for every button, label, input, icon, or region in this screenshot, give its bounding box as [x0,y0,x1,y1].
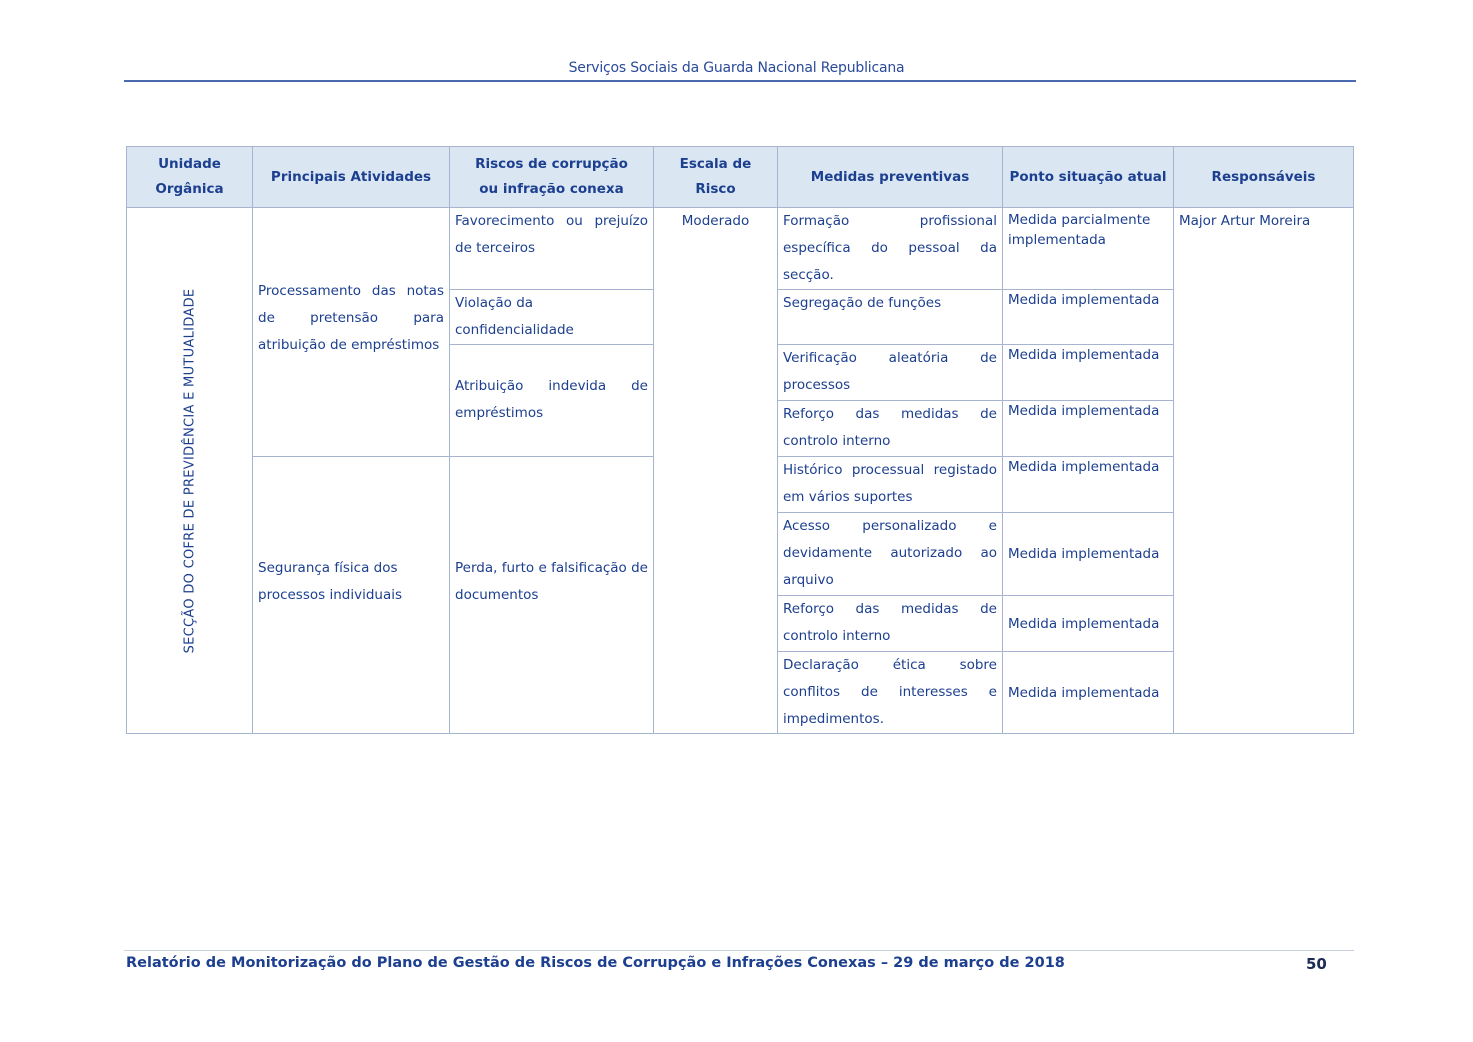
measure-text: Histórico processual registado em vários suportes [783,462,997,505]
status-text: Medida implementada [1008,347,1160,363]
col-header-risks: Riscos de corrupção ou infração conexa [450,147,654,208]
status-cell-3 [1003,345,1174,401]
table-row [127,208,1354,290]
header-rule [124,80,1356,82]
risk-text: Favorecimento ou prejuízo de terceiros [455,213,648,256]
risk-cell-1 [450,208,654,290]
col-header-unit: Unidade Orgânica [127,147,253,208]
risk-cell-3 [450,345,654,457]
measure-cell-6 [778,513,1003,596]
col-header-responsible: Responsáveis [1174,147,1354,208]
measure-cell-5 [778,457,1003,513]
activity-text: Processamento das notas de pretensão para atribuição de empréstimos [258,283,444,353]
table-header-row [127,147,1354,208]
scale-cell [654,208,778,734]
scale-value: Moderado [681,213,750,229]
measure-text: Segregação de funções [783,295,942,311]
page-number: 50 [1306,955,1327,973]
measure-cell-1 [778,208,1003,290]
status-cell-6 [1003,513,1174,596]
col-header-measures: Medidas preventivas [778,147,1003,208]
measure-text: Reforço das medidas de controlo interno [783,406,997,449]
risk-table [126,146,1354,734]
status-cell-8 [1003,652,1174,734]
unit-label: SECÇÃO DO COFRE DE PREVIDÊNCIA E MUTUALIDADE [182,288,197,653]
unit-cell [127,208,253,734]
status-text: Medida parcialmente implementada [1008,212,1151,248]
activity-cell-1 [253,208,450,457]
col-header-activities: Principais Atividades [253,147,450,208]
page-footer: Relatório de Monitorização do Plano de Gestão de Riscos de Corrupção e Infrações Conexas – 29 de março de 2018 [126,955,1065,971]
measure-cell-2 [778,290,1003,345]
measure-text: Verificação aleatória de processos [783,350,997,393]
measure-cell-3 [778,345,1003,401]
measure-text: Declaração ética sobre conflitos de interesses e impedimentos. [783,657,997,727]
status-cell-1 [1003,208,1174,290]
measure-text: Formação profissional específica do pessoal da secção. [783,213,997,283]
activity-text: Segurança física dos processos individuais [258,560,403,603]
measure-cell-4 [778,401,1003,457]
measure-cell-7 [778,596,1003,652]
risk-text: Violação da confidencialidade [455,295,574,338]
footer-rule [124,950,1354,951]
status-text: Medida implementada [1008,615,1160,632]
risk-cell-2 [450,290,654,345]
risk-text: Atribuição indevida de empréstimos [455,378,648,421]
page-header: Serviços Sociais da Guarda Nacional Republicana [568,60,905,76]
status-cell-7 [1003,596,1174,652]
status-text: Medida implementada [1008,403,1160,419]
status-cell-5 [1003,457,1174,513]
measure-text: Reforço das medidas de controlo interno [783,601,997,644]
status-text: Medida implementada [1008,684,1160,701]
measure-text: Acesso personalizado e devidamente autorizado ao arquivo [783,518,997,588]
status-text: Medida implementada [1008,546,1160,562]
responsible-name: Major Artur Moreira [1179,213,1311,229]
activity-cell-2 [253,457,450,734]
status-text: Medida implementada [1008,292,1160,308]
status-text: Medida implementada [1008,459,1160,475]
status-cell-2 [1003,290,1174,345]
risk-cell-4 [450,457,654,734]
col-header-status: Ponto situação atual [1003,147,1174,208]
col-header-scale: Escala de Risco [654,147,778,208]
responsible-cell [1174,208,1354,734]
measure-cell-8 [778,652,1003,734]
status-cell-4 [1003,401,1174,457]
risk-text: Perda, furto e falsificação de documentos [455,560,648,603]
